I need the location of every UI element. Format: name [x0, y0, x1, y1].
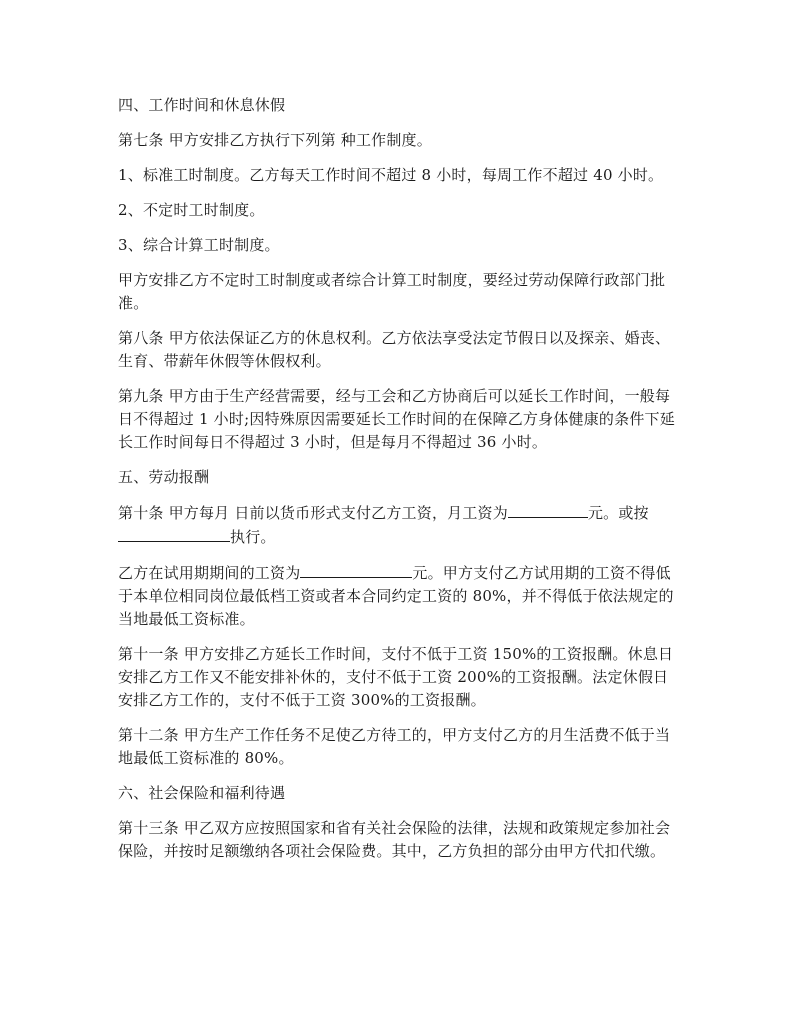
section-heading-4: 四、工作时间和休息休假 [118, 96, 286, 114]
trial-salary [118, 561, 678, 631]
trial-salary-text-a: 乙方在试用期期间的工资为 [118, 564, 301, 582]
section-heading-5: 五、劳动报酬 [118, 468, 210, 486]
article-8: 第八条 甲方依法保证乙方的休息权利。乙方依法享受法定节假日以及探亲、婚丧、生育、带薪年休假等休假权利。 [118, 329, 671, 370]
article-11: 第十一条 甲方安排乙方延长工作时间，支付不低于工资 150%的工资报酬。休息日安排乙方工作又不能安排补休的，支付不低于工资 200%的工资报酬。法定休假日安排乙方工作的，支付不低于工资 300%的工资报酬。 [118, 645, 674, 709]
article-13: 第十三条 甲乙双方应按照国家和省有关社会保险的法律，法规和政策规定参加社会保险，并按时足额缴纳各项社会保险费。其中，乙方负担的部分由甲方代扣代缴。 [118, 819, 671, 860]
article-7: 第七条 甲方安排乙方执行下列第 种工作制度。 [118, 131, 432, 149]
salary-blank [508, 501, 588, 518]
article-10-text-b: 元。或按 [587, 504, 649, 522]
article-10-text-a: 第十条 甲方每月 日前以货币形式支付乙方工资，月工资为 [118, 504, 508, 522]
article-7-item-2: 2、不定时工时制度。 [118, 201, 265, 219]
trial-salary-text-b: 元。甲方支付乙方试用期的工资不得低于本单位相同岗位最低档工资或者本合同约定工资的 80%，并不得低于依法规定的当地最低工资标准。 [118, 564, 674, 628]
article-7-note: 甲方安排乙方不定时工时制度或者综合计算工时制度，要经过劳动保障行政部门批准。 [118, 271, 666, 312]
article-7-item-1: 1、标准工时制度。乙方每天工作时间不超过 8 小时，每周工作不超过 40 小时。 [118, 166, 664, 184]
section-heading-6: 六、社会保险和福利待遇 [118, 784, 286, 802]
article-9: 第九条 甲方由于生产经营需要，经与工会和乙方协商后可以延长工作时间，一般每日不得超过 1 小时;因特殊原因需要延长工作时间的在保障乙方身体健康的条件下延长工作时间每日不得超过 3 小时，但是每月不得超过 36 小时。 [118, 387, 675, 451]
article-7-item-3: 3、综合计算工时制度。 [118, 236, 280, 254]
article-12: 第十二条 甲方生产工作任务不足使乙方待工的，甲方支付乙方的月生活费不低于当地最低工资标准的 80%。 [118, 726, 671, 767]
article-10-text-c: 执行。 [230, 528, 276, 546]
salary-method-blank [118, 525, 230, 542]
article-10 [118, 501, 678, 549]
trial-salary-blank [300, 561, 412, 578]
